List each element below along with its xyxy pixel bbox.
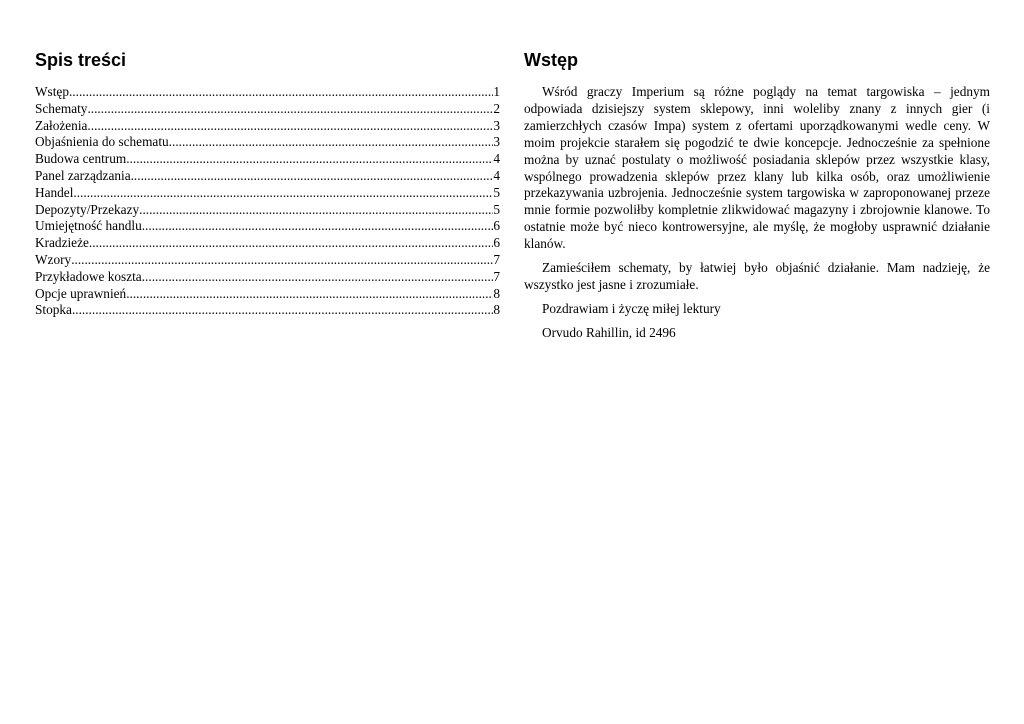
toc-dot-leader [131,168,494,185]
toc-entry-label: Schematy [35,100,88,116]
toc-entry-page: 7 [493,268,500,284]
toc-dot-leader [142,269,494,286]
greeting: Pozdrawiam i życzę miłej lektury [542,300,721,316]
toc-entry-label: Przykładowe koszta [35,268,142,284]
table-of-contents [35,48,500,319]
toc-entry-label: Handel [35,184,74,200]
toc-entry[interactable] [35,202,500,219]
toc-entry[interactable] [35,252,500,269]
toc-entry-page: 6 [493,235,500,251]
toc-dot-leader [87,118,493,135]
toc-entry-label: Wstęp [35,84,69,99]
author-signature: Orvudo Rahillin, id 2496 [542,324,676,340]
toc-entry-label: Stopka [35,302,72,318]
toc-dot-leader [71,252,493,269]
toc-entry-page: 5 [493,184,500,200]
toc-entry-label: Budowa centrum [35,151,127,167]
toc-entry-label: Opcje uprawnień [35,285,127,301]
toc-entry[interactable] [35,118,500,135]
toc-entry[interactable] [35,185,500,202]
toc-entry-label: Panel zarządzania [35,167,131,183]
toc-list [35,84,500,319]
toc-entry-label: Depozyty/Przekazy [35,201,140,217]
toc-entry[interactable] [35,302,500,319]
toc-entry[interactable] [35,218,500,235]
toc-dot-leader [126,286,493,303]
paragraph: Wśród graczy Imperium są różne poglądy na temat targowiska – jednym odpowiada dzisiejszy system sklepowy, inni woleliby znany z innych gier (i zamierzchłych czasów Impa) system z ofertami uporządkowanymi wedle ceny. W moim projekcie starałem się pogodzić te dwie koncepcje. Jednocześnie za spełnione można by uznać postulaty o możliwość posiadania sklepów przez wszystkie klasy, wspólnego prowadzenia sklepów przez klany lub kilka osób, oraz umożliwienie przekazywania uzbrojenia. Jednocześnie system targowiska w zaproponowanej przeze mnie formie pozwoliłby kompletnie zlikwidować magazyny i zbrojownie klanowe. To ostatnie może być nieco kontrowersyjne, ale myślę, że mogłoby usprawnić działanie klanów. [524,84,990,252]
toc-dot-leader [126,151,493,168]
toc-entry-label: Wzory [35,251,72,267]
toc-entry-page: 5 [493,201,500,217]
toc-entry[interactable] [35,269,500,286]
toc-dot-leader [139,202,493,219]
toc-dot-leader [69,84,493,101]
toc-title: Spis treści [35,50,127,70]
toc-entry-page: 8 [493,302,500,318]
toc-entry[interactable] [35,101,500,118]
toc-entry-label: Założenia [35,117,88,133]
toc-dot-leader [87,101,493,118]
toc-entry-page: 6 [493,218,500,234]
toc-entry-label: Objaśnienia do schematu [35,134,169,150]
toc-entry-page: 4 [493,167,500,183]
toc-entry-page: 2 [493,100,500,116]
toc-dot-leader [72,302,493,319]
toc-entry[interactable] [35,151,500,168]
toc-dot-leader [142,218,494,235]
toc-entry-page: 7 [493,251,500,267]
toc-entry-page: 3 [493,117,500,133]
toc-dot-leader [169,134,494,151]
toc-entry[interactable] [35,235,500,252]
toc-dot-leader [89,235,493,252]
toc-entry-label: Umiejętność handlu [35,218,142,234]
toc-entry-page: 1 [493,84,500,99]
toc-entry[interactable] [35,134,500,151]
toc-entry-page: 3 [493,134,500,150]
toc-entry-page: 8 [493,285,500,301]
toc-entry[interactable] [35,286,500,303]
toc-entry-page: 4 [493,151,500,167]
section-title: Wstęp [524,50,578,70]
toc-dot-leader [73,185,493,202]
toc-entry[interactable] [35,168,500,185]
paragraph: Zamieściłem schematy, by łatwiej było objaśnić działanie. Mam nadzieję, że wszystko jest jasne i zrozumiałe. [524,260,990,292]
introduction-section [524,48,990,349]
toc-entry-label: Kradzieże [35,235,89,251]
toc-entry[interactable] [35,84,500,101]
